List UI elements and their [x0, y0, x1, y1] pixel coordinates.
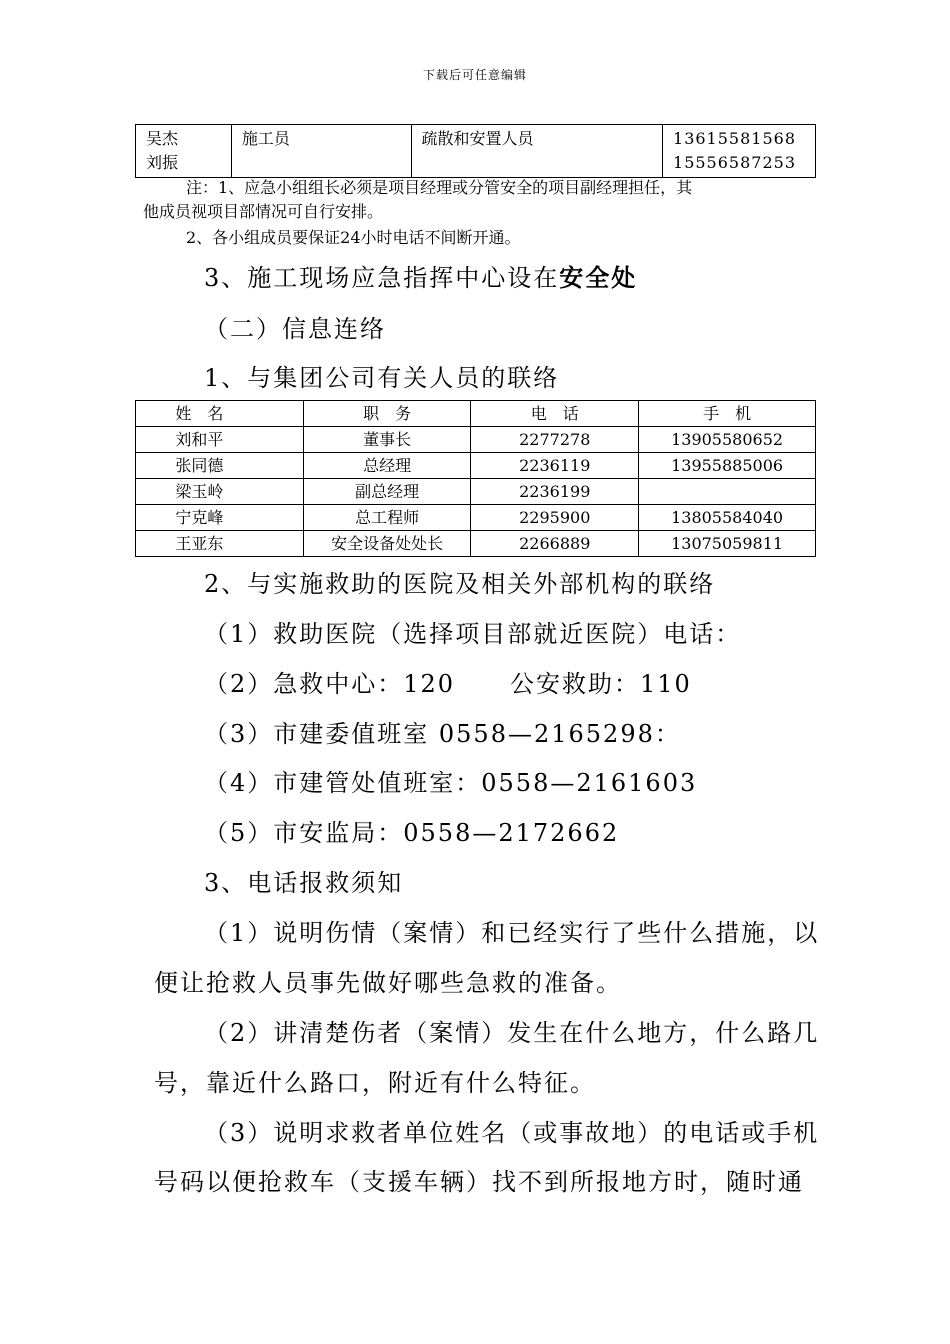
- notice-3-line-2: 号码以便抢救车（支援车辆）找不到所报地方时，随时通: [154, 1168, 804, 1196]
- cell-phone: 2236119: [471, 453, 639, 479]
- role-cell: 施工员: [231, 125, 411, 178]
- cell-phone: 2266889: [471, 531, 639, 557]
- cell-phone: 2295900: [471, 505, 639, 531]
- staff-table: [135, 124, 816, 178]
- section-3-prefix: 3、施工现场应急指挥中心设在: [204, 264, 560, 292]
- phone-1: 13615581568: [673, 129, 796, 148]
- section-3-emphasis: 安全处: [559, 263, 638, 292]
- phone-cell: [663, 125, 816, 178]
- cell-phone: 2277278: [471, 427, 639, 453]
- cell-mobile: 13075059811: [639, 531, 816, 557]
- cell-mobile: [639, 479, 816, 505]
- item-2a: （2）急救中心：120: [204, 670, 456, 698]
- name-cell: [136, 125, 232, 178]
- cell-name: 梁玉岭: [136, 479, 304, 505]
- note-1-line-2: 他成员视项目部情况可自行安排。: [143, 202, 384, 221]
- notice-2-line-2: 号，靠近什么路口，附近有什么特征。: [154, 1069, 596, 1097]
- contact-table: [135, 400, 816, 557]
- phone-2: 15556587253: [673, 153, 796, 172]
- cell-title: 副总经理: [303, 479, 471, 505]
- note-1-line-1: 注：1、应急小组组长必须是项目经理或分管安全的项目副经理担任，其: [186, 178, 693, 197]
- header-phone: 电 话: [471, 401, 639, 427]
- notice-2-line-1: （2）讲清楚伤者（案情）发生在什么地方，什么路几: [204, 1019, 820, 1047]
- cell-mobile: 13955885006: [639, 453, 816, 479]
- item-3: （3）市建委值班室 0558—2165298：: [204, 720, 681, 748]
- cell-phone: 2236199: [471, 479, 639, 505]
- item-1: （1）救助医院（选择项目部就近医院）电话：: [204, 620, 742, 648]
- item-5: （5）市安监局：0558—2172662: [204, 819, 620, 847]
- table-row: [136, 453, 816, 479]
- sub-heading-3: 3、电话报救须知: [204, 869, 404, 897]
- header-title: 职 务: [303, 401, 471, 427]
- name-1: 吴杰: [146, 129, 179, 148]
- section-info-heading: （二）信息连络: [204, 315, 386, 343]
- section-3-heading: [204, 258, 637, 293]
- name-2: 刘振: [146, 153, 179, 172]
- cell-name: 张同德: [136, 453, 304, 479]
- sub-heading-1: 1、与集团公司有关人员的联络: [204, 364, 560, 392]
- cell-mobile: 13805584040: [639, 505, 816, 531]
- header-name: 姓 名: [136, 401, 304, 427]
- cell-title: 总工程师: [303, 505, 471, 531]
- table-row: [136, 125, 816, 178]
- table-row: [136, 427, 816, 453]
- header-note: 下载后可任意编辑: [422, 68, 527, 82]
- notice-1-line-1: （1）说明伤情（案情）和已经实行了些什么措施，以: [204, 919, 820, 947]
- note-2: 2、各小组成员要保证24小时电话不间断开通。: [186, 228, 521, 247]
- sub-heading-2: 2、与实施救助的医院及相关外部机构的联络: [204, 570, 716, 598]
- cell-title: 董事长: [303, 427, 471, 453]
- table-row: [136, 531, 816, 557]
- cell-name: 刘和平: [136, 427, 304, 453]
- table-row: [136, 505, 816, 531]
- notice-1-line-2: 便让抢救人员事先做好哪些急救的准备。: [154, 969, 622, 997]
- cell-title: 安全设备处处长: [303, 531, 471, 557]
- table-row: [136, 479, 816, 505]
- notice-3-line-1: （3）说明求救者单位姓名（或事故地）的电话或手机: [204, 1119, 820, 1147]
- cell-mobile: 13905580652: [639, 427, 816, 453]
- item-4: （4）市建管处值班室：0558—2161603: [204, 769, 698, 797]
- item-2b: 公安救助：110: [510, 670, 692, 698]
- header-mobile: 手 机: [639, 401, 816, 427]
- table-header-row: [136, 401, 816, 427]
- cell-name: 王亚东: [136, 531, 304, 557]
- duty-cell: 疏散和安置人员: [411, 125, 663, 178]
- cell-name: 宁克峰: [136, 505, 304, 531]
- cell-title: 总经理: [303, 453, 471, 479]
